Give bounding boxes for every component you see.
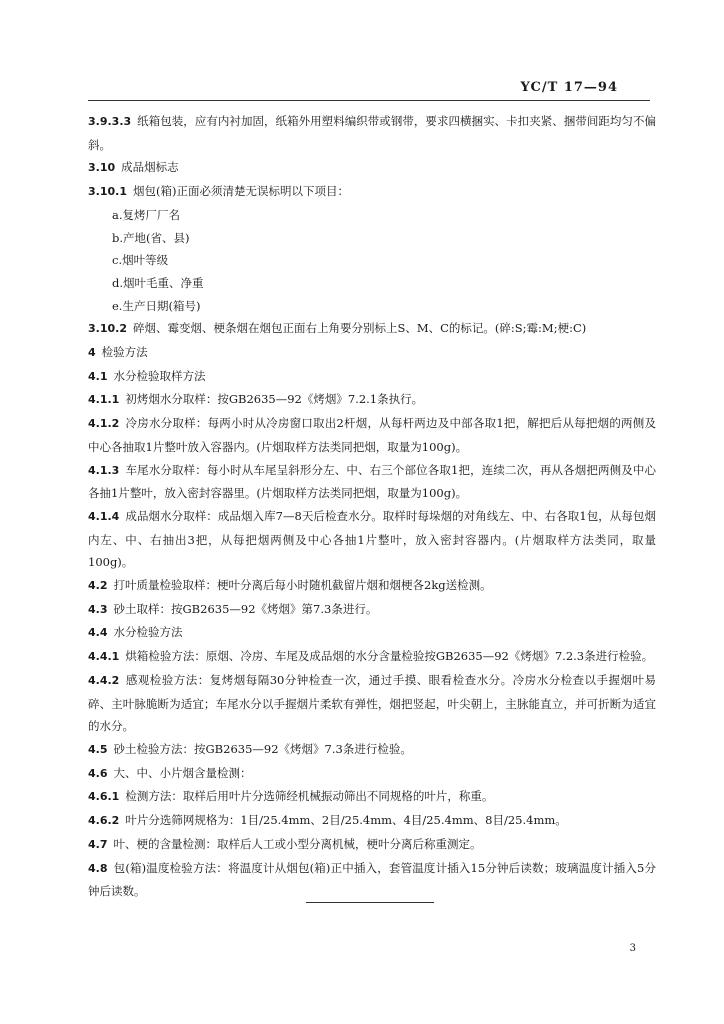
clause-number: 4.4.1 xyxy=(88,650,120,664)
clause-text: 感观检验方法：复烤烟每隔30分钟检查一次，通过手摸、眼看检查水分。冷房水分检查以手握烟叶易碎、主叶脉脆断为适宜；车尾水分以手握烟片柔软有弹性，烟把竖起，叶尖朝上，主脉能直立，并可折断为适宜的水分。 xyxy=(88,672,656,734)
clause-number: 4.4.2 xyxy=(88,673,120,687)
clause-text: 砂土检验方法：按GB2635—92《烤烟》7.3条进行检验。 xyxy=(113,741,412,756)
clause-text: 包(箱)温度检验方法：将温度计从烟包(箱)正中插入，套管温度计插入15分钟后读数；玻璃温度计插入5分钟后读数。 xyxy=(88,860,656,899)
clause-text: 砂土取样：按GB2635—92《烤烟》第7.3条进行。 xyxy=(113,601,378,616)
clause-number: 4.1.3 xyxy=(88,463,120,477)
clause-paragraph xyxy=(88,388,656,412)
clause-text: 纸箱包装，应有内衬加固，纸箱外用塑料编织带或钢带，要求四横捆实、卡扣夹紧、捆带间距均匀不偏斜。 xyxy=(88,114,656,152)
clause-paragraph xyxy=(88,598,656,622)
clause-text: 叶片分选筛网规格为：1目/25.4mm、2目/25.4mm、4目/25.4mm、8目/25.4mm。 xyxy=(125,813,567,828)
clause-paragraph xyxy=(88,412,656,458)
end-rule xyxy=(306,902,434,903)
page-number: 3 xyxy=(629,943,636,954)
clause-number: 4.6.2 xyxy=(88,814,120,828)
clause-number: 4.5 xyxy=(88,742,108,756)
clause-paragraph xyxy=(88,180,656,204)
clause-paragraph xyxy=(88,833,656,857)
clause-number: 4.6 xyxy=(88,766,108,780)
clause-text: 打叶质量检验取样：梗叶分离后每小时随机截留片烟和烟梗各2kg送检测。 xyxy=(113,578,492,593)
clause-paragraph xyxy=(88,738,656,762)
clause-text: 检验方法 xyxy=(101,345,148,360)
clause-paragraph xyxy=(88,785,656,809)
clause-text: 车尾水分取样：每小时从车尾呈斜形分左、中、右三个部位各取1把，连续二次，再从各烟把两侧及中心各抽1片整叶，放入密封容器里。(片烟取样方法类同把烟，取量为100g)。 xyxy=(88,462,656,501)
clause-text: 碎烟、霉变烟、梗条烟在烟包正面右上角要分别标上S、M、C的标记。(碎:S;霉:M;梗:C) xyxy=(132,321,587,336)
clause-text: 大、中、小片烟含量检测： xyxy=(113,765,252,780)
clause-paragraph xyxy=(88,762,656,786)
clause-paragraph xyxy=(88,110,656,156)
clause-number: 3.10.2 xyxy=(88,322,127,336)
clause-text: d.烟叶毛重、净重 xyxy=(112,275,204,290)
clause-text: 成品烟标志 xyxy=(121,160,179,175)
clause-paragraph xyxy=(88,459,656,505)
clause-number: 4.6.1 xyxy=(88,790,120,804)
clause-text: a.复烤厂厂名 xyxy=(112,207,181,222)
clause-text: 烟包(箱)正面必须清楚无误标明以下项目： xyxy=(132,184,349,199)
clause-paragraph xyxy=(88,365,656,389)
clause-number: 3.10 xyxy=(88,161,116,175)
clause-paragraph xyxy=(88,156,656,180)
clause-paragraph xyxy=(88,669,656,738)
clause-paragraph xyxy=(88,809,656,833)
clause-text: 初烤烟水分取样：按GB2635—92《烤烟》7.2.1条执行。 xyxy=(125,392,424,407)
clause-number: 4.1.4 xyxy=(88,509,120,523)
clause-text: e.生产日期(箱号) xyxy=(112,298,201,313)
clause-paragraph xyxy=(88,645,656,669)
clause-text: 水分检验取样方法 xyxy=(113,368,206,383)
standard-code: YC/T 17—94 xyxy=(520,80,618,95)
header-rule xyxy=(88,100,650,101)
clause-number: 4 xyxy=(88,346,96,360)
clause-text: 检测方法：取样后用叶片分选筛经机械振动筛出不同规格的叶片，称重。 xyxy=(125,789,494,804)
clause-text: c.烟叶等级 xyxy=(112,253,169,268)
list-item xyxy=(88,204,656,227)
clause-number: 4.4 xyxy=(88,626,108,640)
clause-paragraph xyxy=(88,505,656,574)
clause-number: 4.3 xyxy=(88,602,108,616)
clause-number: 4.2 xyxy=(88,579,108,593)
clause-paragraph xyxy=(88,341,656,365)
list-item xyxy=(88,272,656,295)
clause-text: b.产地(省、县) xyxy=(112,230,190,245)
clause-text: 成品烟水分取样：成品烟入库7—8天后检查水分。取样时每垛烟的对角线左、中、右各取1包，从每包烟内左、中、右抽出3把，从每把烟两侧及中心各抽1片整叶，放入密封容器内。(片烟取样方法类同，取量100g)。 xyxy=(88,508,656,570)
clause-paragraph xyxy=(88,317,656,341)
clause-number: 4.8 xyxy=(88,861,108,875)
list-item xyxy=(88,227,656,250)
clause-number: 4.7 xyxy=(88,837,108,851)
clause-text: 叶、梗的含量检测：取样后人工或小型分离机械，梗叶分离后称重测定。 xyxy=(113,836,482,851)
list-item xyxy=(88,295,656,318)
list-item xyxy=(88,249,656,272)
clause-paragraph xyxy=(88,574,656,598)
clause-text: 水分检验方法 xyxy=(113,625,183,640)
clause-number: 4.1 xyxy=(88,369,108,383)
clause-text: 烘箱检验方法：原烟、冷房、车尾及成品烟的水分含量检验按GB2635—92《烤烟》7.2.3条进行检验。 xyxy=(125,649,654,664)
document-body xyxy=(88,110,656,903)
clause-paragraph xyxy=(88,857,656,903)
clause-number: 3.10.1 xyxy=(88,185,127,199)
clause-text: 冷房水分取样：每两小时从冷房窗口取出2杆烟，从每杆两边及中部各取1把，解把后从每把烟的两侧及中心各抽取1片整叶放入容器内。(片烟取样方法类同把烟，取量为100g)。 xyxy=(88,416,656,454)
clause-paragraph xyxy=(88,621,656,645)
clause-number: 4.1.2 xyxy=(88,417,120,431)
clause-number: 4.1.1 xyxy=(88,393,120,407)
clause-number: 3.9.3.3 xyxy=(88,115,132,128)
